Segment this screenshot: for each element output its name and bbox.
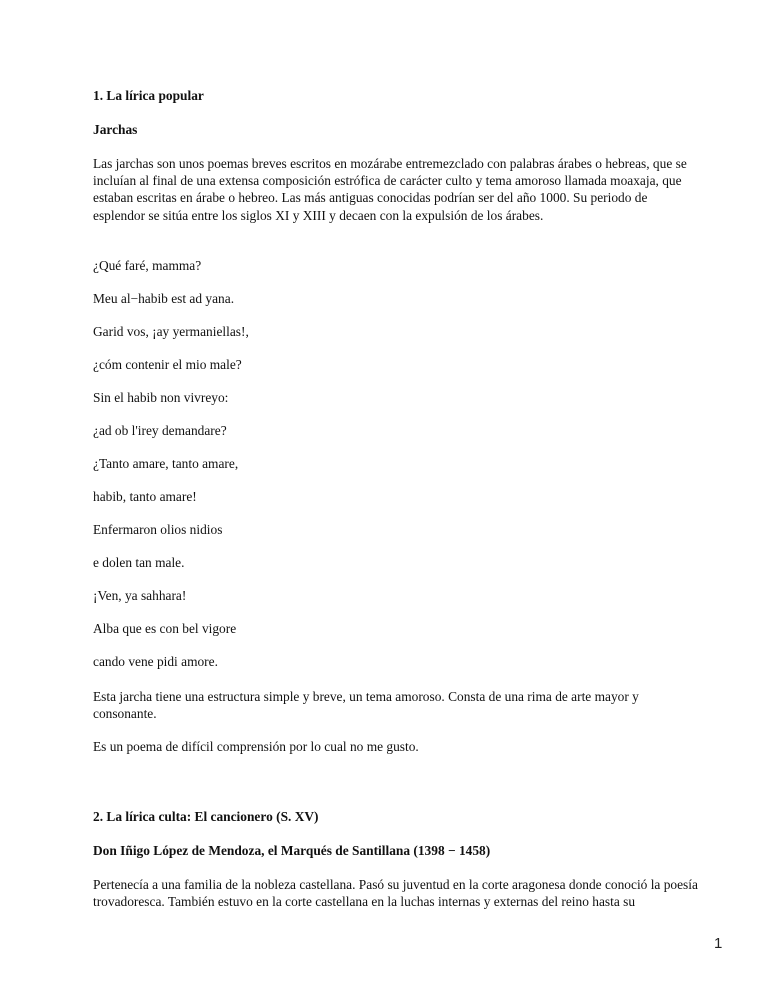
section-heading-lirica-culta: 2. La lírica culta: El cancionero (S. XV) — [93, 809, 319, 824]
poem-line: Meu al−habib est ad yana. — [93, 291, 235, 306]
poem-line: Garid vos, ¡ay yermaniellas!, — [93, 324, 249, 339]
poem-line: Sin el habib non vivreyo: — [93, 390, 229, 405]
poem-line: ¿ad ob l'irey demandare? — [93, 423, 227, 438]
poem-line: cando vene pidi amore. — [93, 654, 218, 669]
poem-line: ¡Ven, ya sahhara! — [93, 588, 187, 603]
poem-line: e dolen tan male. — [93, 555, 185, 570]
poem-line: Alba que es con bel vigore — [93, 621, 237, 636]
intro-paragraph: Las jarchas son unos poemas breves escritos en mozárabe entremezclado con palabras árabes o hebreas, que se incluían al final de una extensa composición estrófica de carácter culto y tema amoroso llamada moaxaja, que estaban escritas en árabe o hebreo. Las más antiguas conocidas podrían ser del año 1000. Su periodo de esplendor se sitúa entre los siglos XI y XIII y decaen con la expulsión de los árabes. — [93, 156, 687, 223]
poem-line: Enfermaron olios nidios — [93, 522, 223, 537]
poem-line: ¿Tanto amare, tanto amare, — [93, 456, 239, 471]
poem-line: habib, tanto amare! — [93, 489, 197, 504]
section-heading-lirica-popular: 1. La lírica popular — [93, 88, 204, 103]
subheading-jarchas: Jarchas — [93, 122, 138, 137]
analysis-paragraph: Esta jarcha tiene una estructura simple y breve, un tema amoroso. Consta de una rima de arte mayor y consonante. — [93, 689, 639, 722]
page-number: 1 — [714, 935, 723, 952]
bio-paragraph: Pertenecía a una familia de la nobleza castellana. Pasó su juventud en la corte aragonesa donde conoció la poesía trovadoresca. También estuvo en la corte castellana en la luchas internas y externas del reino hasta su — [93, 877, 698, 910]
poem-line: ¿Qué faré, mamma? — [93, 258, 202, 273]
poem-line: ¿cóm contenir el mio male? — [93, 357, 242, 372]
subheading-marques-santillana: Don Iñigo López de Mendoza, el Marqués de Santillana (1398 − 1458) — [93, 843, 491, 858]
opinion-paragraph: Es un poema de difícil comprensión por lo cual no me gusto. — [93, 739, 419, 754]
